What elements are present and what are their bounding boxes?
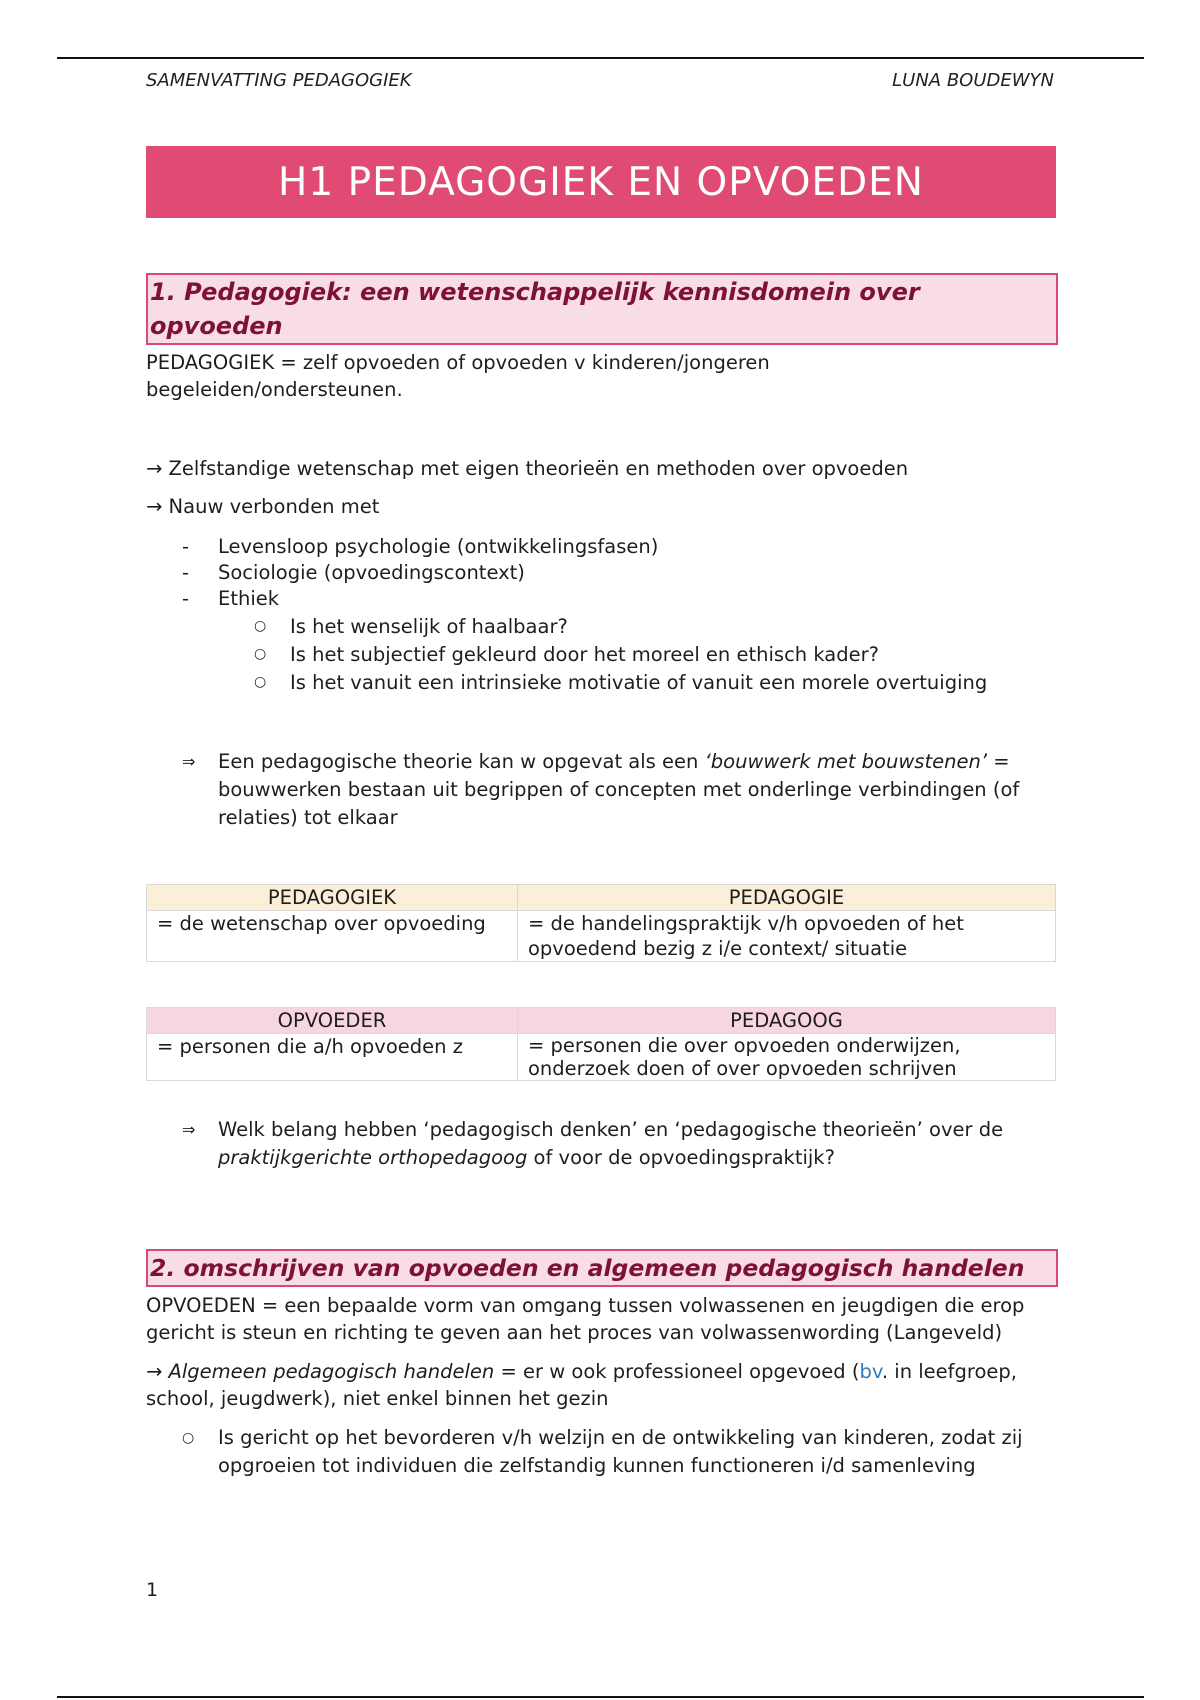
table-cell: = personen die over opvoeden onderwijzen, onderzoek doen of over opvoeden schrijven bbox=[518, 1034, 1056, 1081]
arrow-icon: → bbox=[146, 1360, 163, 1383]
arrow-icon: → bbox=[146, 495, 163, 518]
pedagogiek-pedagogie-table bbox=[146, 884, 1056, 962]
header-author: LUNA BOUDEWYN bbox=[892, 70, 1054, 91]
implies-arrow-icon: ⇒ bbox=[182, 752, 196, 771]
list-item: - Sociologie (opvoedingscontext) bbox=[182, 561, 525, 584]
header-title: SAMENVATTING PEDAGOGIEK bbox=[146, 70, 412, 91]
table-header: OPVOEDER bbox=[147, 1008, 518, 1034]
running-header bbox=[146, 70, 1054, 91]
list-item: - Ethiek bbox=[182, 587, 280, 610]
arrow-point-general-pedagogy: → Algemeen pedagogisch handelen = er w ook professioneel opgevoed (bv. in leefgroep, school, jeugdwerk), niet enkel binnen het gezin bbox=[146, 1360, 1018, 1410]
top-rule bbox=[57, 57, 1144, 59]
pedagogiek-definition: PEDAGOGIEK = zelf opvoeden of opvoeden v kinderen/jongeren begeleiden/ondersteunen. bbox=[146, 351, 770, 401]
circle-bullet-icon: ○ bbox=[254, 674, 267, 690]
circle-bullet-icon: ○ bbox=[254, 646, 267, 662]
table-header: PEDAGOOG bbox=[518, 1008, 1056, 1034]
dash-bullet: - bbox=[182, 587, 190, 610]
table-cell: = de wetenschap over opvoeding bbox=[147, 911, 518, 962]
table-cell: = de handelingspraktijk v/h opvoeden of het opvoedend bezig z i/e context/ situatie bbox=[518, 911, 1056, 962]
welfare-sub-point: Is gericht op het bevorderen v/h welzijn en de ontwikkeling van kinderen, zodat zij opgroeien tot individuen die zelfstandig kunnen functioneren i/d samenleving bbox=[218, 1426, 1023, 1477]
bottom-rule bbox=[57, 1696, 1144, 1698]
list-item: ○ Is het subjectief gekleurd door het moreel en ethisch kader? bbox=[254, 643, 879, 666]
opvoeder-pedagoog-table bbox=[146, 1007, 1056, 1081]
table-cell: = personen die a/h opvoeden z bbox=[147, 1034, 518, 1081]
circle-bullet-icon: ○ bbox=[182, 1430, 195, 1446]
table-header: PEDAGOGIEK bbox=[147, 885, 518, 911]
bv-link[interactable]: bv bbox=[859, 1360, 882, 1383]
circle-bullet-icon: ○ bbox=[254, 618, 267, 634]
list-item: ○ Is het wenselijk of haalbaar? bbox=[254, 615, 568, 638]
page-number: 1 bbox=[146, 1579, 159, 1601]
list-item: - Levensloop psychologie (ontwikkelingsfasen) bbox=[182, 535, 659, 558]
arrow-point-independent-science: → Zelfstandige wetenschap met eigen theorieën en methoden over opvoeden bbox=[146, 457, 909, 480]
dash-bullet: - bbox=[182, 561, 190, 584]
section-2-heading: 2. omschrijven van opvoeden en algemeen pedagogisch handelen bbox=[146, 1249, 1058, 1287]
theory-note: Een pedagogische theorie kan w opgevat als een ‘bouwwerk met bouwstenen’ = bouwwerken bestaan uit begrippen of concepten met onderlinge verbindingen (of relaties) tot elkaar bbox=[218, 750, 1020, 829]
arrow-point-related: → Nauw verbonden met bbox=[146, 495, 380, 518]
implies-arrow-icon: ⇒ bbox=[182, 1120, 196, 1139]
chapter-title: H1 PEDAGOGIEK EN OPVOEDEN bbox=[146, 146, 1056, 218]
dash-bullet: - bbox=[182, 535, 190, 558]
arrow-icon: → bbox=[146, 457, 163, 480]
table-header: PEDAGOGIE bbox=[518, 885, 1056, 911]
opvoeden-definition: OPVOEDEN = een bepaalde vorm van omgang tussen volwassenen en jeugdigen die erop gericht is steun en richting te geven aan het proces van volwassenwording (Langeveld) bbox=[146, 1294, 1025, 1344]
section-1-heading: 1. Pedagogiek: een wetenschappelijk kennisdomein over opvoeden bbox=[146, 273, 1058, 345]
list-item: ○ Is het vanuit een intrinsieke motivatie of vanuit een morele overtuiging bbox=[254, 671, 988, 694]
question-note: Welk belang hebben ‘pedagogisch denken’ en ‘pedagogische theorieën’ over de praktijkgerichte orthopedagoog of voor de opvoedingspraktijk? bbox=[218, 1118, 1004, 1169]
